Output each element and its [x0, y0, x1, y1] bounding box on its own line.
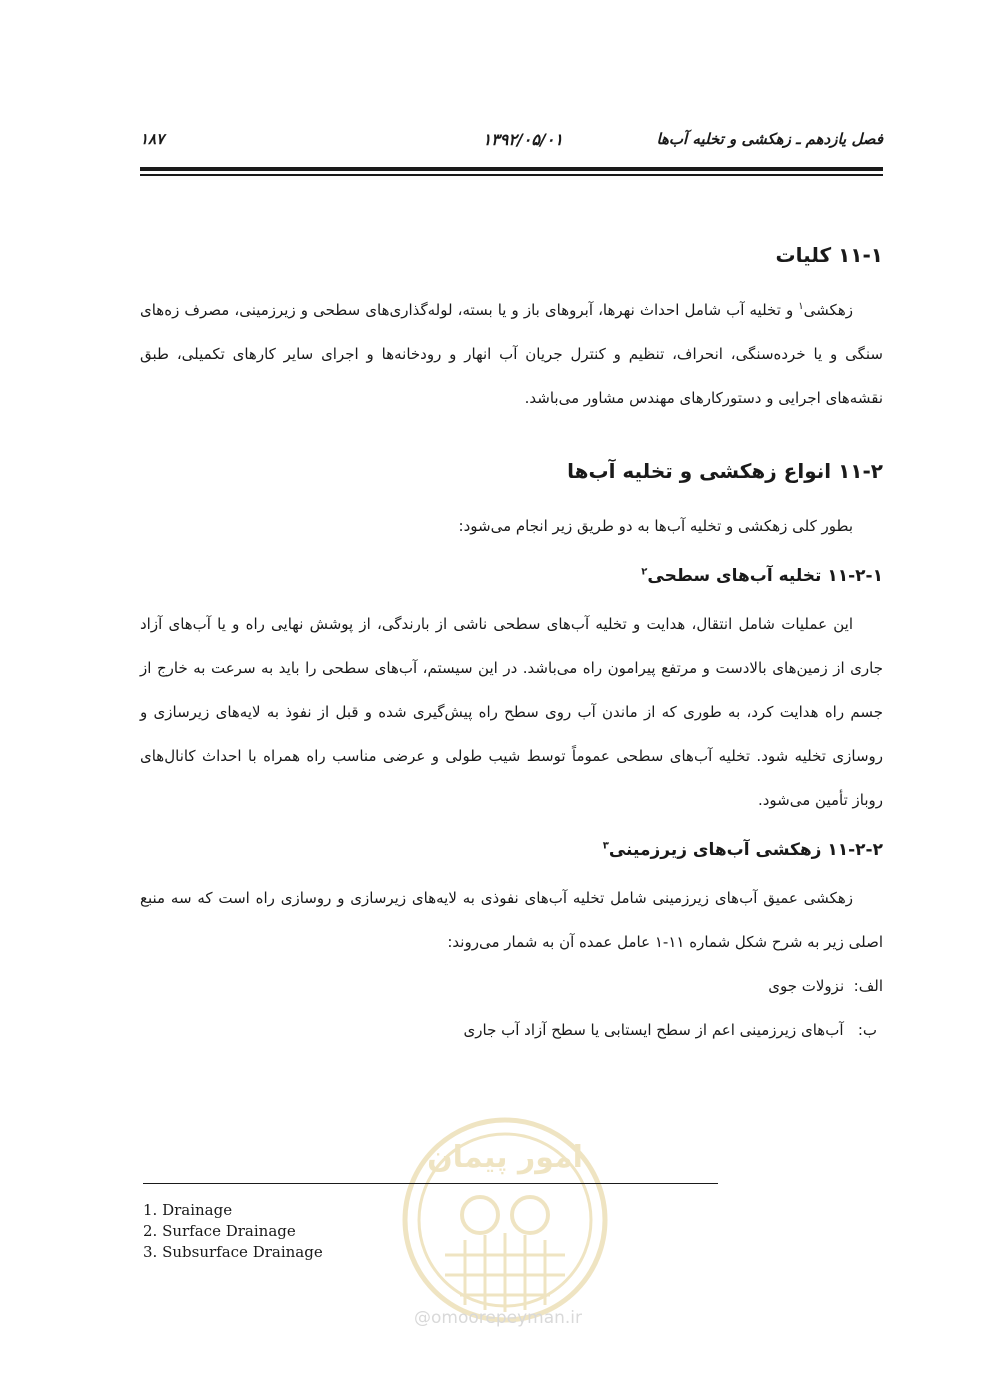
- section-heading-drainage-types: ۱۱-۲ انواع زهکشی و تخلیه آب‌ها: [567, 459, 883, 483]
- header-rule-thick: [140, 167, 883, 171]
- footnote-ref-1: ۱: [798, 301, 804, 312]
- paragraph-subsurface: زهکشی عمیق آب‌های زیرزمینی شامل تخلیه آب‌های نفوذی به لایه‌های زیرسازی و روسازی راه است که سه منبع اصلی زیر به شرح شکل شماره ۱۱-۱ عامل عمده آن به شمار می‌روند:: [140, 889, 883, 951]
- footnote-1: 1. Drainage: [143, 1201, 233, 1219]
- list-item-text: نزولات جوی: [768, 977, 845, 995]
- chapter-title: فصل یازدهم ـ زهکشی و تخلیه آب‌ها: [656, 130, 883, 148]
- footnotes: [143, 1200, 323, 1263]
- footnote-ref-3: ۳: [602, 840, 609, 852]
- term-drainage: زهکشی: [803, 301, 853, 319]
- list-item: [140, 1008, 883, 1052]
- watermark-seal: [375, 1105, 635, 1335]
- subsection-heading-surface: [140, 562, 883, 590]
- page-body: [140, 240, 883, 1052]
- paragraph-surface: این عملیات شامل انتقال، هدایت و تخلیه آب‌های سطحی ناشی از بارندگی، از پوشش نهایی راه و یا آب‌های آزاد جاری از زمین‌های بالادست و مرتفع پیرامون راه می‌باشد. در این سیستم، آب‌های سطحی را باید به سرعت به خارج از جسم راه هدایت کرد، به طوری که از ماندن آب روی سطح راه پیش‌گیری شده و قبل از نفوذ به لایه‌های زیرسازی و روسازی تخلیه شود. تخلیه آب‌های سطحی عموماً توسط شیب طولی و عرضی مناسب راه همراه با احداث کانال‌های روباز تأمین می‌شود.: [140, 615, 883, 809]
- footnote-3: 3. Subsurface Drainage: [143, 1243, 323, 1261]
- watermark-url: @omoorepeyman.ir: [413, 1308, 583, 1328]
- header-rule-thin: [140, 174, 883, 176]
- subsection-heading-subsurface: [140, 836, 883, 864]
- list-item-text: آب‌های زیرزمینی اعم از سطح ایستابی یا سطح آزاد آب جاری: [463, 1021, 844, 1039]
- footnote-ref-2: ۲: [641, 566, 648, 578]
- list-item-label: الف:: [853, 977, 883, 995]
- paragraph-drainage-types: بطور کلی زهکشی و تخلیه آب‌ها به دو طریق زیر انجام می‌شود:: [458, 517, 853, 535]
- paragraph-generalities: [140, 288, 883, 420]
- page-header: [140, 130, 883, 170]
- section-heading-generalities: ۱۱-۱ کلیات: [775, 243, 883, 267]
- paragraph-generalities-text: و تخلیه آب شامل احداث نهرها، آبروهای باز و یا بسته، لوله‌گذاری‌های سطحی و زیرزمینی، مصرف زه‌های سنگی و یا خرده‌سنگی، انحراف، تنظیم و کنترل جریان آب انهار و رودخانه‌ها و اجرای سایر کارهای تکمیلی، طبق نقشه‌های اجرایی و دستورکارهای مهندس مشاور می‌باشد.: [140, 301, 883, 407]
- page-number: ۱۸۷: [140, 130, 165, 148]
- header-date: ۱۳۹۲/۰۵/۰۱: [482, 130, 563, 149]
- subsection-heading-surface-text: ۱۱-۲-۱ تخلیه آب‌های سطحی: [647, 566, 883, 586]
- footnote-2: 2. Surface Drainage: [143, 1222, 296, 1240]
- list-item: [140, 964, 883, 1008]
- list-item-label: ب:: [857, 1021, 877, 1039]
- subsection-heading-subsurface-text: ۱۱-۲-۲ زهکشی آب‌های زیرزمینی: [608, 840, 883, 860]
- seal-text: امور پیمان: [427, 1140, 583, 1175]
- footnote-rule: [143, 1183, 718, 1184]
